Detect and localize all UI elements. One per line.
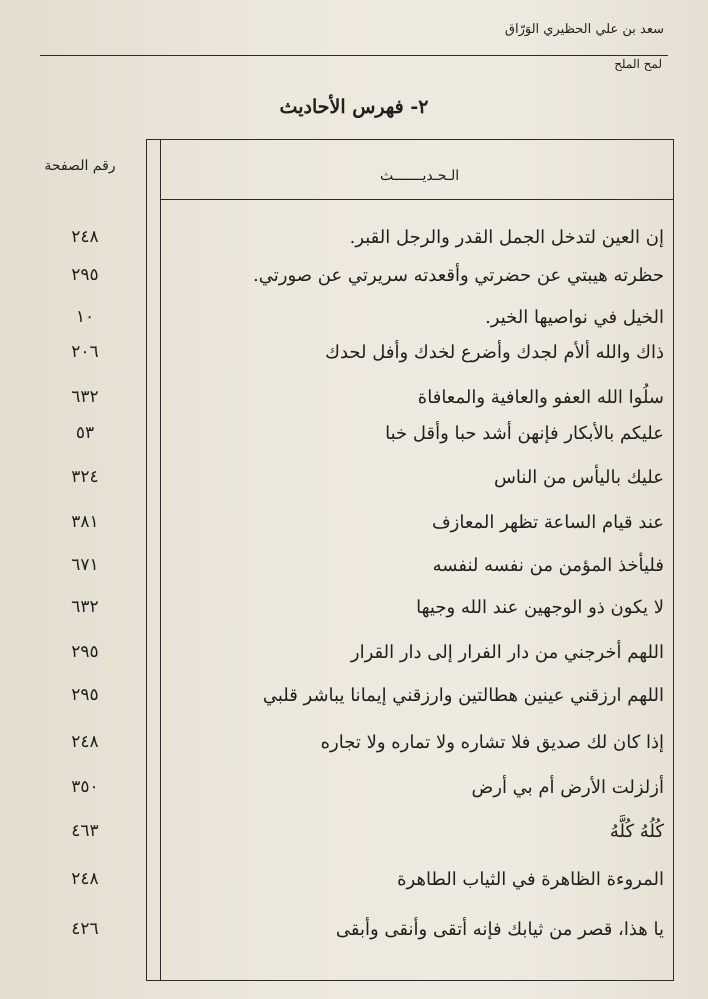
- table-row: [0, 462, 708, 496]
- table-row: [0, 816, 708, 850]
- page-number: ٣٥٠: [71, 777, 99, 797]
- table-row: [0, 680, 708, 714]
- page-number: ٤٦٣: [71, 821, 99, 841]
- hadith-text: عند قيام الساعة تظهر المعازف: [431, 512, 664, 533]
- hadith-text: الخيل في نواصيها الخير.: [485, 307, 664, 328]
- hadith-text: فليأخذ المؤمن من نفسه لنفسه: [432, 555, 664, 576]
- hadith-text: المروءة الظاهرة في الثياب الطاهرة: [397, 869, 664, 890]
- page-number: ١٠: [75, 307, 95, 327]
- table-row: [0, 772, 708, 806]
- table-row: [0, 914, 708, 948]
- page-number: ٢٠٦: [71, 342, 99, 362]
- hadith-text: إن العين لتدخل الجمل القدر والرجل القبر.: [349, 227, 664, 248]
- hadith-text: كُلُهُ كُلَّهُ: [609, 821, 664, 842]
- table-row: [0, 337, 708, 371]
- table-row: [0, 222, 708, 256]
- table-row: [0, 637, 708, 671]
- page-number: ٦٣٢: [71, 387, 99, 407]
- page-number: ٣٢٤: [71, 467, 99, 487]
- running-head: سعد بن علي الحظيري الوَرّاق: [504, 22, 664, 37]
- table-row: [0, 302, 708, 336]
- hadith-text: يا هذا، قصر من ثيابك فإنه أتقى وأنقى وأبقى: [335, 919, 664, 940]
- page-number: ٢٤٨: [71, 869, 99, 889]
- column-header-hadith: الـحـديـــــــث: [380, 168, 460, 184]
- hadith-text: إذا كان لك صديق فلا تشاره ولا تماره ولا تجاره: [320, 732, 664, 753]
- page-number: ٦٧١: [71, 555, 99, 575]
- page-number: ٢٤٨: [71, 732, 99, 752]
- hadith-text: سلُوا الله العفو والعافية والمعافاة: [417, 387, 664, 408]
- page-number: ٢٩٥: [71, 642, 99, 662]
- table-row: [0, 592, 708, 626]
- hadith-text: ذاك والله ألأم لجدك وأضرع لخدك وأفل لحدك: [325, 342, 664, 363]
- page-number: ٣٨١: [71, 512, 99, 532]
- book-title: لمح الملح: [614, 57, 662, 71]
- page-number: ٢٩٥: [71, 685, 99, 705]
- hadith-text: عليكم بالأبكار فإنهن أشد حبا وأقل خبا: [385, 423, 664, 444]
- index-title: ٢- فهرس الأحاديث: [279, 96, 429, 118]
- hadith-text: لا يكون ذو الوجهين عند الله وجيها: [416, 597, 664, 618]
- page-number: ٢٩٥: [71, 265, 99, 285]
- page-number: ٥٣: [75, 423, 95, 443]
- table-row: [0, 382, 708, 416]
- table-row: [0, 507, 708, 541]
- hadith-text: أزلزلت الأرض أم بي أرض: [471, 777, 664, 798]
- table-row: [0, 418, 708, 452]
- hadith-text: حظرته هيبتي عن حضرتي وأقعدته سريرتي عن صورتي.: [253, 265, 664, 286]
- hadith-text: اللهم أخرجني من دار الفرار إلى دار القرار: [350, 642, 664, 663]
- column-header-page-number: رقم الصفحة: [44, 158, 116, 174]
- table-row: [0, 864, 708, 898]
- table-row: [0, 550, 708, 584]
- table-row: [0, 727, 708, 761]
- page-number: ٢٤٨: [71, 227, 99, 247]
- hadith-text: عليك باليأس من الناس: [493, 467, 664, 488]
- hadith-text: اللهم ارزقني عينين هطالتين وارزقني إيمانا يباشر قلبي: [262, 685, 664, 706]
- table-row: [0, 260, 708, 294]
- page-number: ٦٣٢: [71, 597, 99, 617]
- page-number: ٤٢٦: [71, 919, 99, 939]
